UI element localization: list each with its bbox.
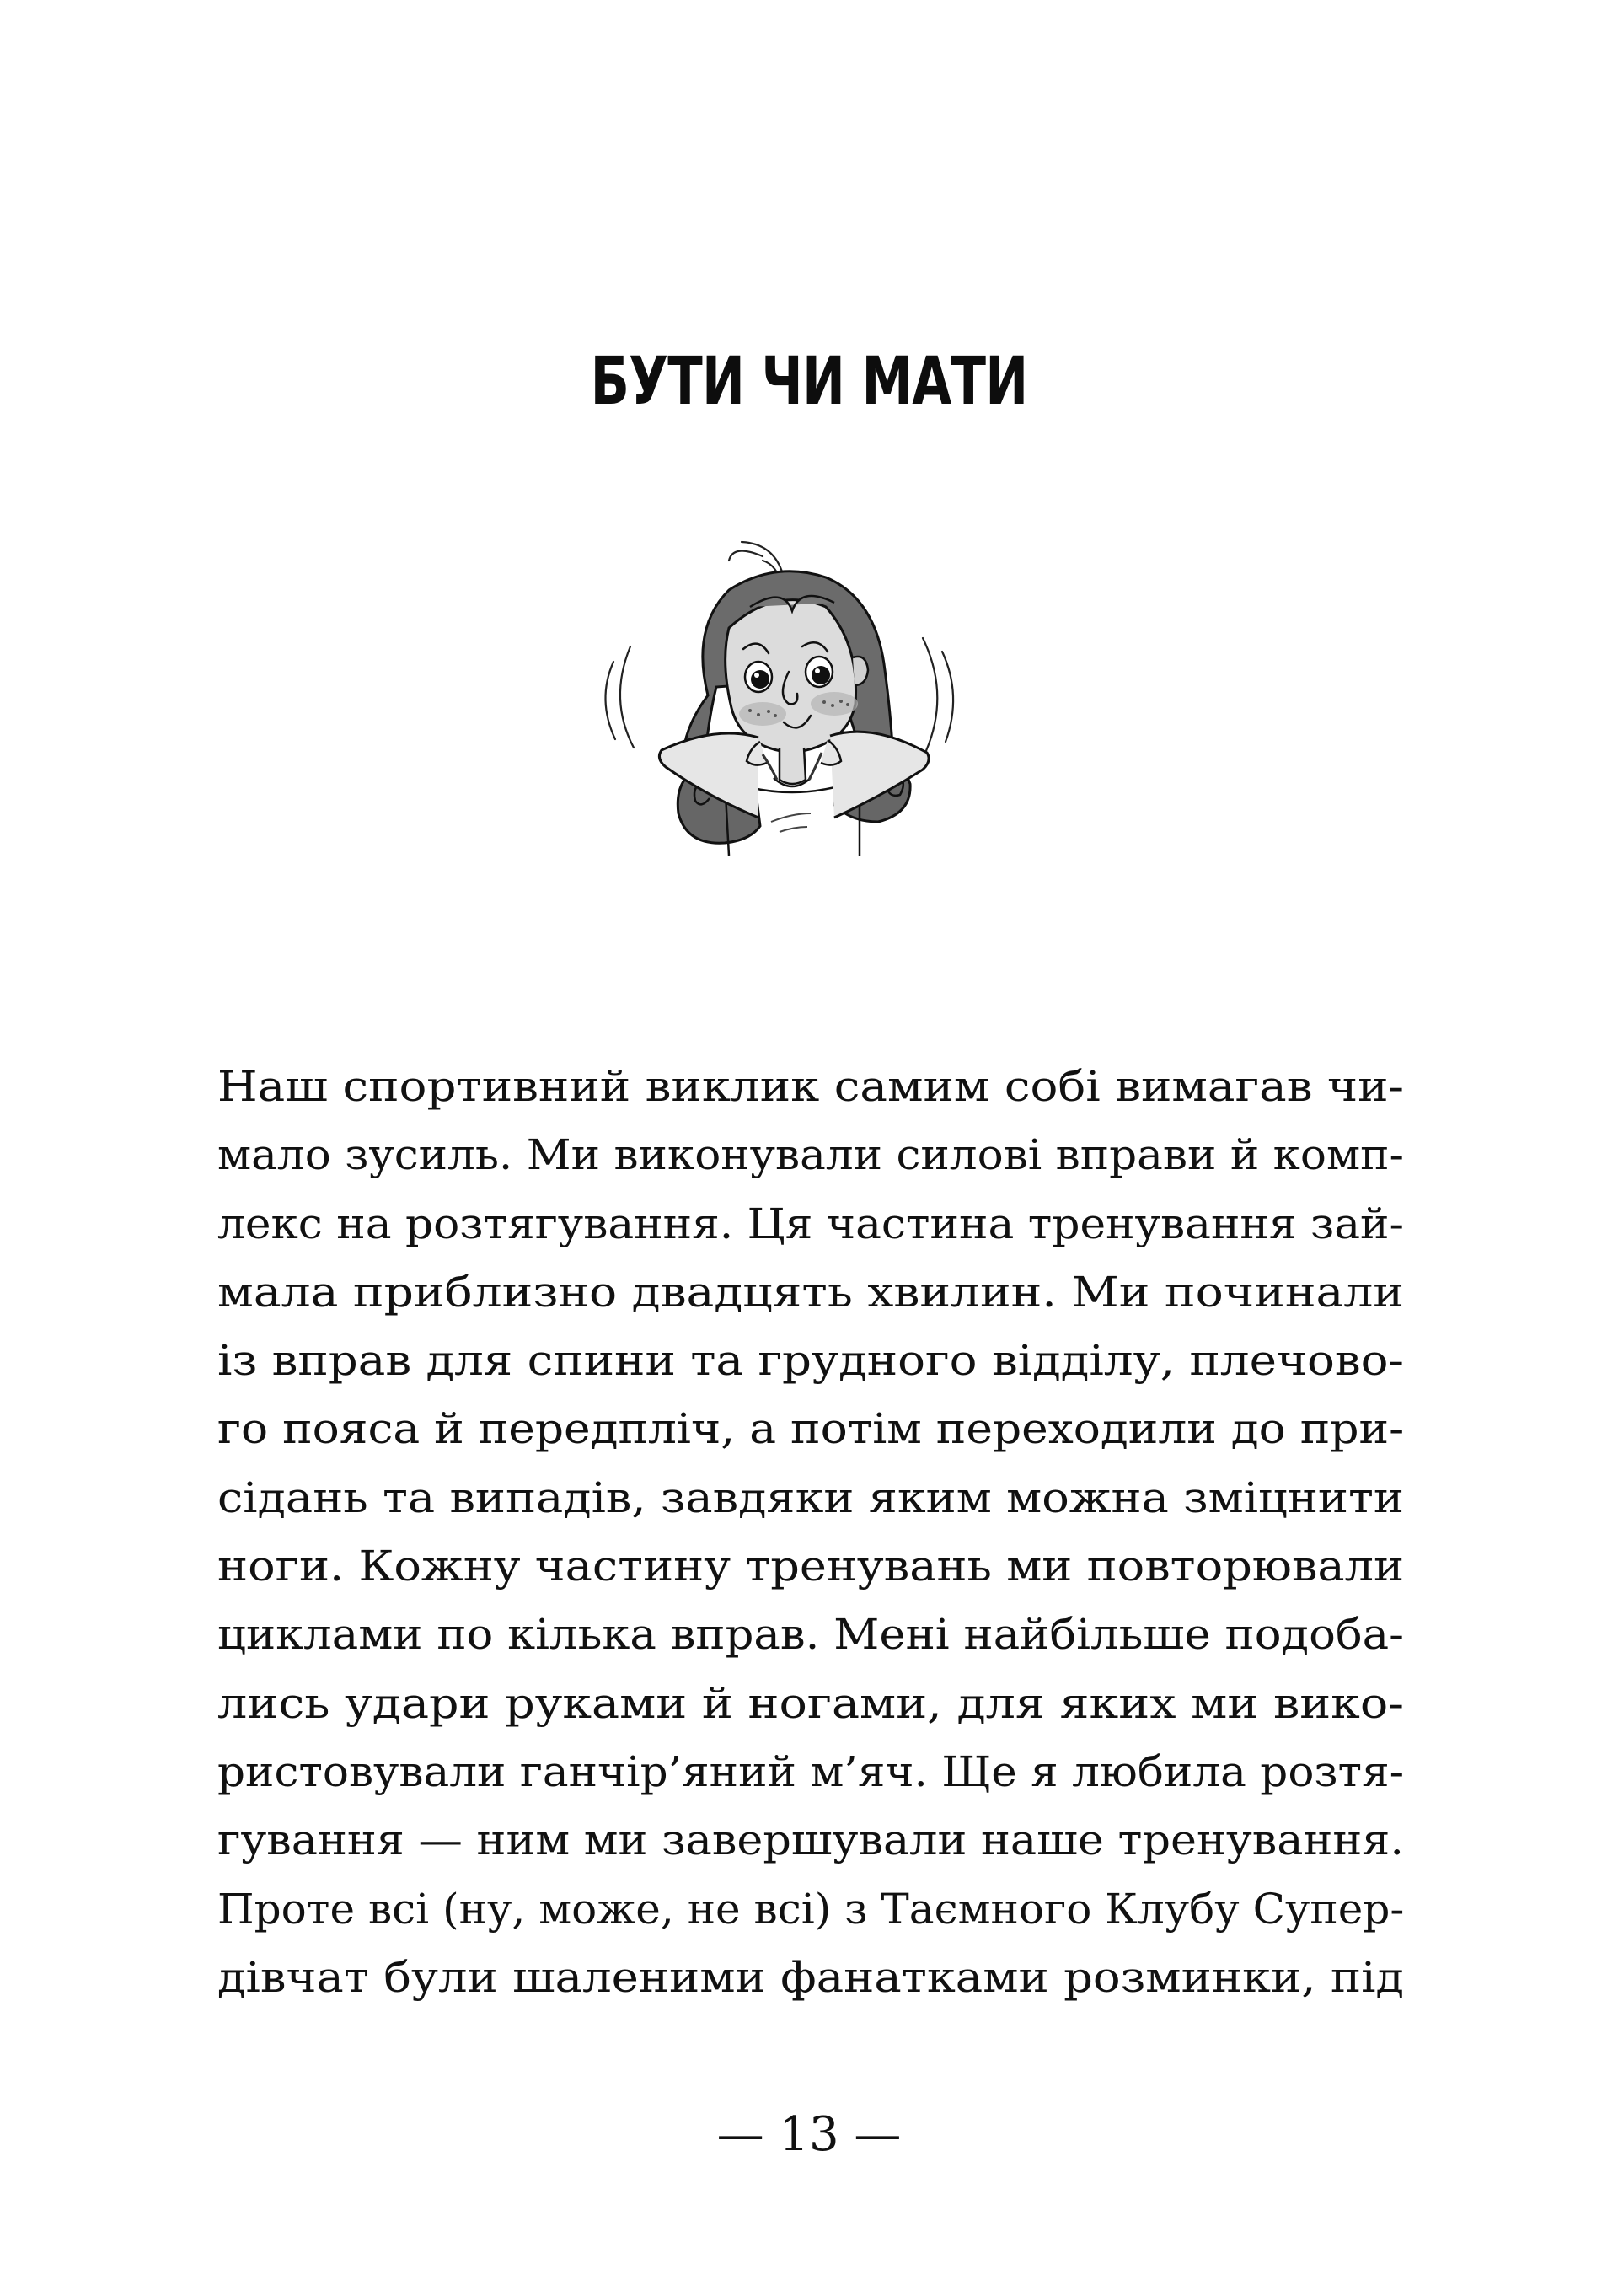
girl-stretching-illustration-icon: [581, 527, 978, 864]
text-line: го пояса й передпліч, а потім переходили до при-: [217, 1404, 1405, 1454]
text-line: дівчат були шаленими фанатками розминки, під: [217, 1952, 1404, 2002]
text-line: гування — ним ми завершували наше тренування.: [217, 1816, 1405, 1865]
text-line: ристовували ганчір’яний м’яч. Ще я любила розтя-: [217, 1746, 1405, 1796]
text-line: мала приблизно двадцять хвилин. Ми починали: [217, 1267, 1404, 1317]
text-line: із вправ для спини та грудного відділу, плечово-: [217, 1336, 1404, 1386]
text-line: мало зусиль. Ми виконували силові вправи й комп-: [217, 1130, 1404, 1180]
text-line: лекс на розтягування. Ця частина тренування зай-: [217, 1199, 1404, 1248]
text-line: сідань та випадів, завдяки яким можна зміцнити: [217, 1473, 1404, 1522]
chapter-title: БУТИ ЧИ МАТИ: [590, 344, 1028, 420]
text-line: циклами по кілька вправ. Мені найбільше подоба-: [217, 1610, 1404, 1660]
text-line: Проте всі (ну, може, не всі) з Таємного Клубу Супер-: [217, 1884, 1405, 1934]
text-line: лись удари руками й ногами, для яких ми вико-: [217, 1678, 1404, 1728]
text-line: ноги. Кожну частину тренувань ми повторювали: [217, 1542, 1405, 1591]
text-line: Наш спортивний виклик самим собі вимагав чи-: [217, 1062, 1404, 1111]
body-paragraph: [217, 1053, 1404, 2012]
page-number: — 13 —: [716, 2107, 902, 2162]
